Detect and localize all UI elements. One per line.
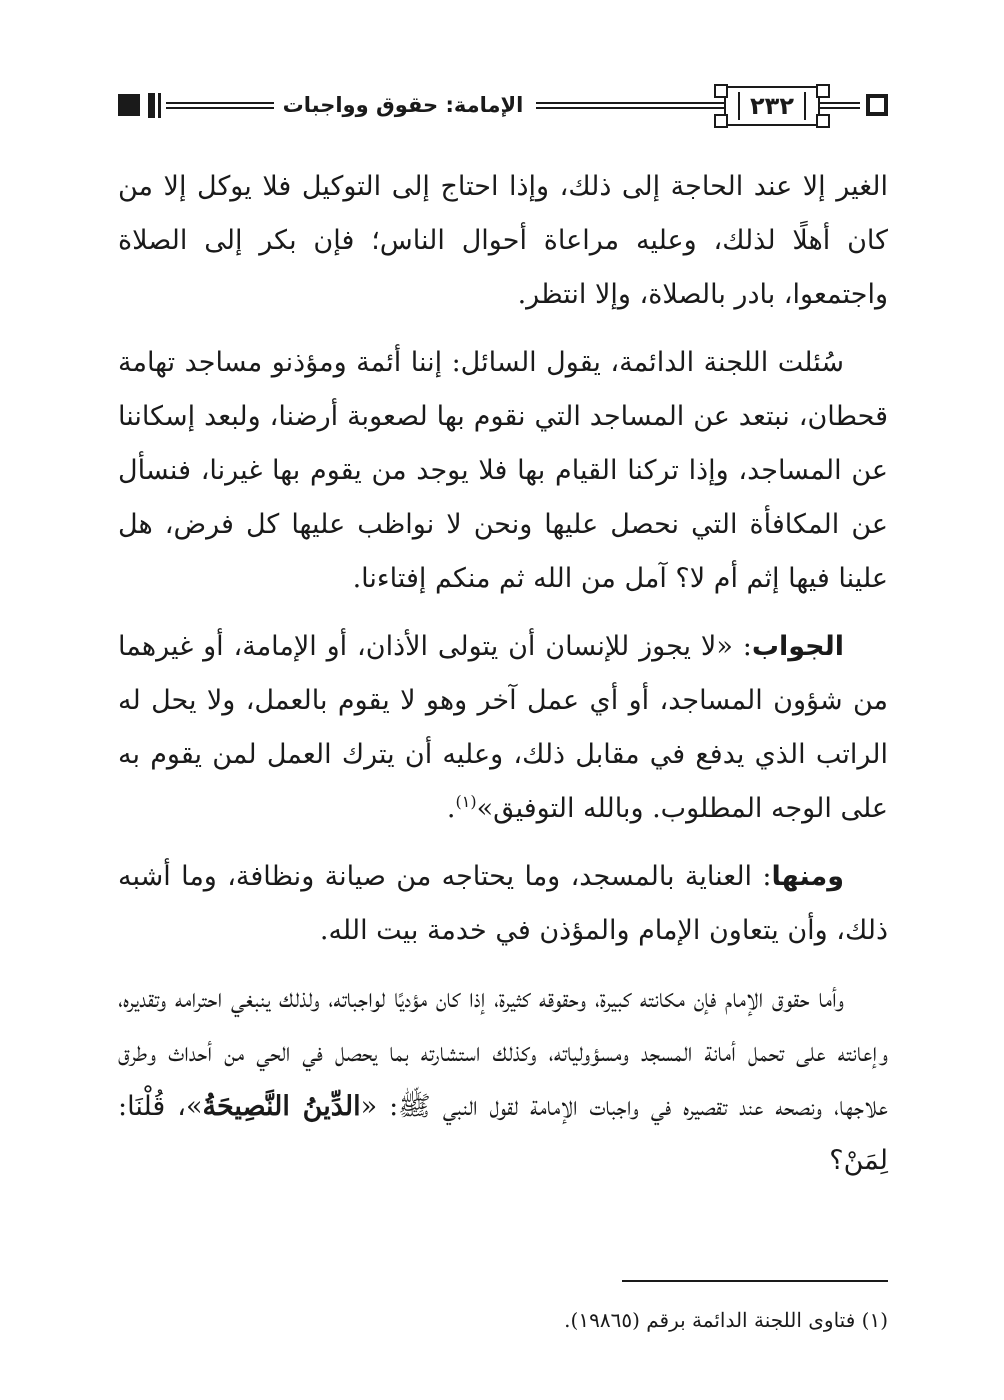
- running-header: [118, 84, 888, 128]
- page-number-box: [712, 84, 832, 128]
- header-rule-right: [820, 102, 860, 109]
- header-title-rest: : حقوق وواجبات: [282, 93, 454, 117]
- paragraph-text: الغير إلا عند الحاجة إلى ذلك، وإذا احتاج إلى التوكيل فلا يوكل إلا من كان أهلًا لذلك، وعليه مراعاة أحوال الناس؛ فإن بكر إلى الصلاة واجتمعوا، بادر بالصلاة، وإلا انتظر.: [118, 171, 888, 310]
- paragraph-text: وأما حقوق الإمام فإن مكانته كبيرة، وحقوقه كثيرة، إذا كان مؤديًا لواجباته، ولذلك ينبغي احترامه وتقديره، وإعانته على تحمل أمانة المسجد ومسؤولياته، وكذلك استشارته بما يحصل في الحي من أحداث وطرق علاجها، ونصحه عند تقصيره في واجبات الإمامة لقول النبي ﷺ: «: [118, 983, 888, 1122]
- paragraph: [118, 972, 888, 1188]
- header-ornament-left-square: [118, 94, 140, 116]
- header-ornament-bar: [158, 93, 161, 118]
- header-rule-left: [166, 102, 274, 109]
- frame-knot-ornament: [714, 84, 728, 98]
- frame-knot-ornament: [816, 114, 830, 128]
- frame-knot-ornament: [816, 84, 830, 98]
- paragraph-text: : العناية بالمسجد، وما يحتاجه من صيانة ونظافة، وما أشبه ذلك، وأن يتعاون الإمام والمؤذن في خدمة بيت الله.: [118, 861, 888, 946]
- header-title: [278, 88, 528, 122]
- paragraph: [118, 850, 888, 958]
- paragraph: [118, 160, 888, 322]
- frame-knot-ornament: [714, 114, 728, 128]
- header-ornament-bar: [148, 93, 155, 118]
- paragraph-text: : «لا يجوز للإنسان أن يتولى الأذان، أو الإمامة، أو غيرهما من شؤون المساجد، أو أي عمل آخر وهو لا يقوم بالعمل، ولا يحل له الراتب الذي يدفع في مقابل ذلك، وعليه أن يترك العمل لمن يقوم به على الوجه المطلوب. وبالله التوفيق»: [118, 631, 888, 824]
- paragraph-text: سُئلت اللجنة الدائمة، يقول السائل: إننا أئمة ومؤذنو مساجد تهامة قحطان، نبتعد عن المساجد التي نقوم بها لصعوبة أرضنا، ولبعد إسكاننا عن المساجد، وإذا تركنا القيام بها فلا يوجد من يقوم بها غيرنا، فنسأل عن المكافأة التي نحصل عليها ونحن لا نواظب عليها كل فرض، هل علينا فيها إثم أم لا؟ آمل من الله ثم منكم إفتاءنا.: [118, 347, 888, 594]
- page-number: ٢٣٢: [740, 89, 804, 123]
- page-body: [118, 160, 888, 1188]
- footnote: [118, 1300, 888, 1340]
- footnote-divider: [622, 1280, 888, 1282]
- header-ornament-right-square: [866, 94, 888, 116]
- paragraph-tail: »، قُلْنَا: لِمَنْ؟: [118, 1091, 888, 1176]
- paragraph-tail: .: [446, 793, 456, 824]
- header-title-lead: الإمامة: [453, 93, 524, 117]
- paragraph-lead: الجواب: [751, 631, 844, 662]
- footnote-text: (١) فتاوى اللجنة الدائمة برقم (١٩٨٦٥).: [564, 1308, 888, 1332]
- hadith-quote: الدِّينُ النَّصِيحَةُ: [202, 1091, 361, 1122]
- footnote-reference[interactable]: (١): [455, 792, 477, 811]
- paragraph-lead: ومنها: [771, 861, 845, 892]
- paragraph: [118, 336, 888, 606]
- paragraph: [118, 620, 888, 836]
